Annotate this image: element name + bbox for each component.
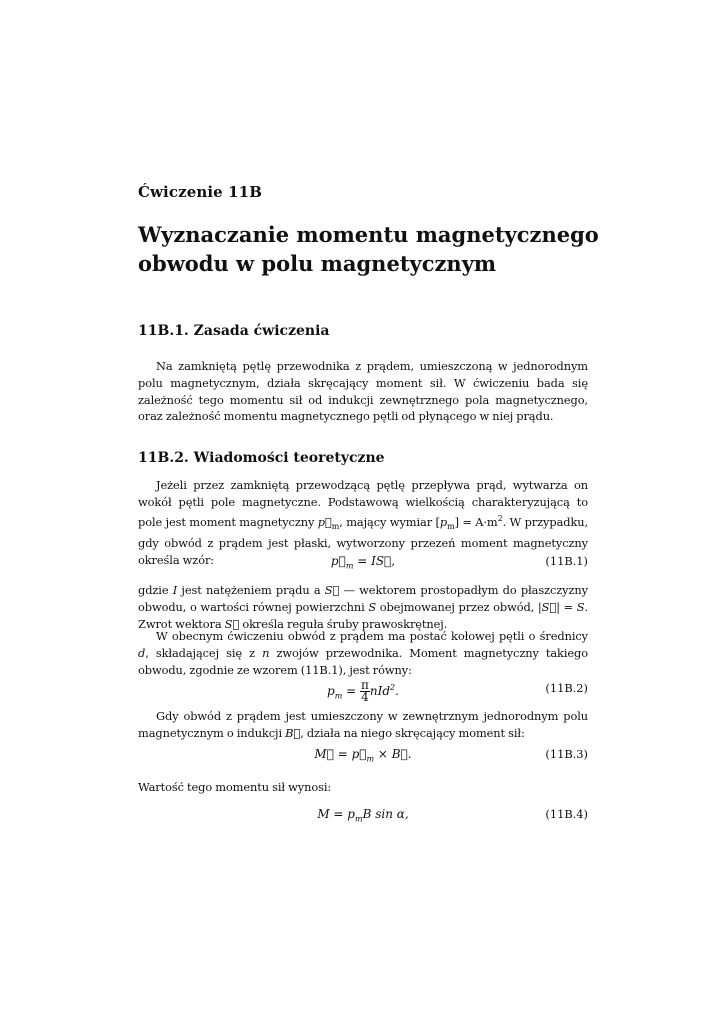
chapter-label: Ćwiczenie 11B [138, 183, 262, 201]
section-heading-principle: 11B.1. Zasada ćwiczenia [138, 323, 330, 339]
paragraph-external-field: Gdy obwód z prądem jest umieszczony w zewnętrznym jednorodnym polu magnetycznym o indukcji B⃗, działa na niego skręcający moment sił: [138, 709, 588, 740]
equation-11B3: M⃗ = $p⃗_m$ × B⃗. (11B.3) [138, 743, 588, 765]
paragraph-principle: Na zamkniętą pętlę przewodnika z prądem, umieszczoną w jednorodnym polu magnetycznym, działa skręcający moment sił. W ćwiczeniu bada się zależność tego momentu sił od indukcji zewnętrznego pola magnetycznego, oraz zależność momentu magnetycznego pętli od płynącego w niej prądu. [138, 359, 588, 424]
equation-number: (11B.2) [545, 681, 588, 695]
fraction: $\frac{\pi}{4}$ [361, 678, 369, 704]
equation-number: (11B.4) [545, 807, 588, 821]
paragraph-torque-value: Wartość tego momentu sił wynosi: [138, 780, 332, 794]
paragraph-circular-loop: W obecnym ćwiczeniu obwód z prądem ma postać kołowej pętli o średnicy d, składającej się z n zwojów przewodnika. Moment magnetyczny takiego obwodu, zgodnie ze wzorem (11B.1), jest równy: [138, 629, 588, 677]
paragraph-where: gdzie I jest natężeniem prądu a S⃗ — wektorem prostopadłym do płaszczyzny obwodu, o wartości równej powierzchni S obejmowanej przez obwód, |S⃗| = S. Zwrot wektora S⃗ określa reguła śruby prawoskrętnej. [138, 583, 588, 631]
equation-11B2: $p_m$ = $\frac{\pi}{4}$ nId$^2$. (11B.2) [138, 675, 588, 701]
section-heading-theory: 11B.2. Wiadomości teoretyczne [138, 450, 385, 466]
equation-11B4: $M = p_mB$ sin α, (11B.4) [138, 803, 588, 825]
equation-number: (11B.3) [545, 747, 588, 761]
paragraph-theory-intro: Jeżeli przez zamkniętą przewodzącą pętlę przepływa prąd, wytwarza on wokół pętli pole magnetyczne. Podstawową wielkością charakteryzującą to pole jest moment magnetyczny $p⃗_m$, mający wymiar $[p_m] = A\cdot m^2$. W przypadku, gdy obwód z prądem jest płaski, wytworzony przezeń moment magnetyczny określa wzór: [138, 478, 589, 568]
equation-11B1: $p⃗_m$ = IS⃗, (11B.1) [138, 550, 588, 572]
equation-number: (11B.1) [545, 554, 588, 568]
page-title: Wyznaczanie momentu magnetycznego obwodu w polu magnetycznym [138, 222, 599, 276]
